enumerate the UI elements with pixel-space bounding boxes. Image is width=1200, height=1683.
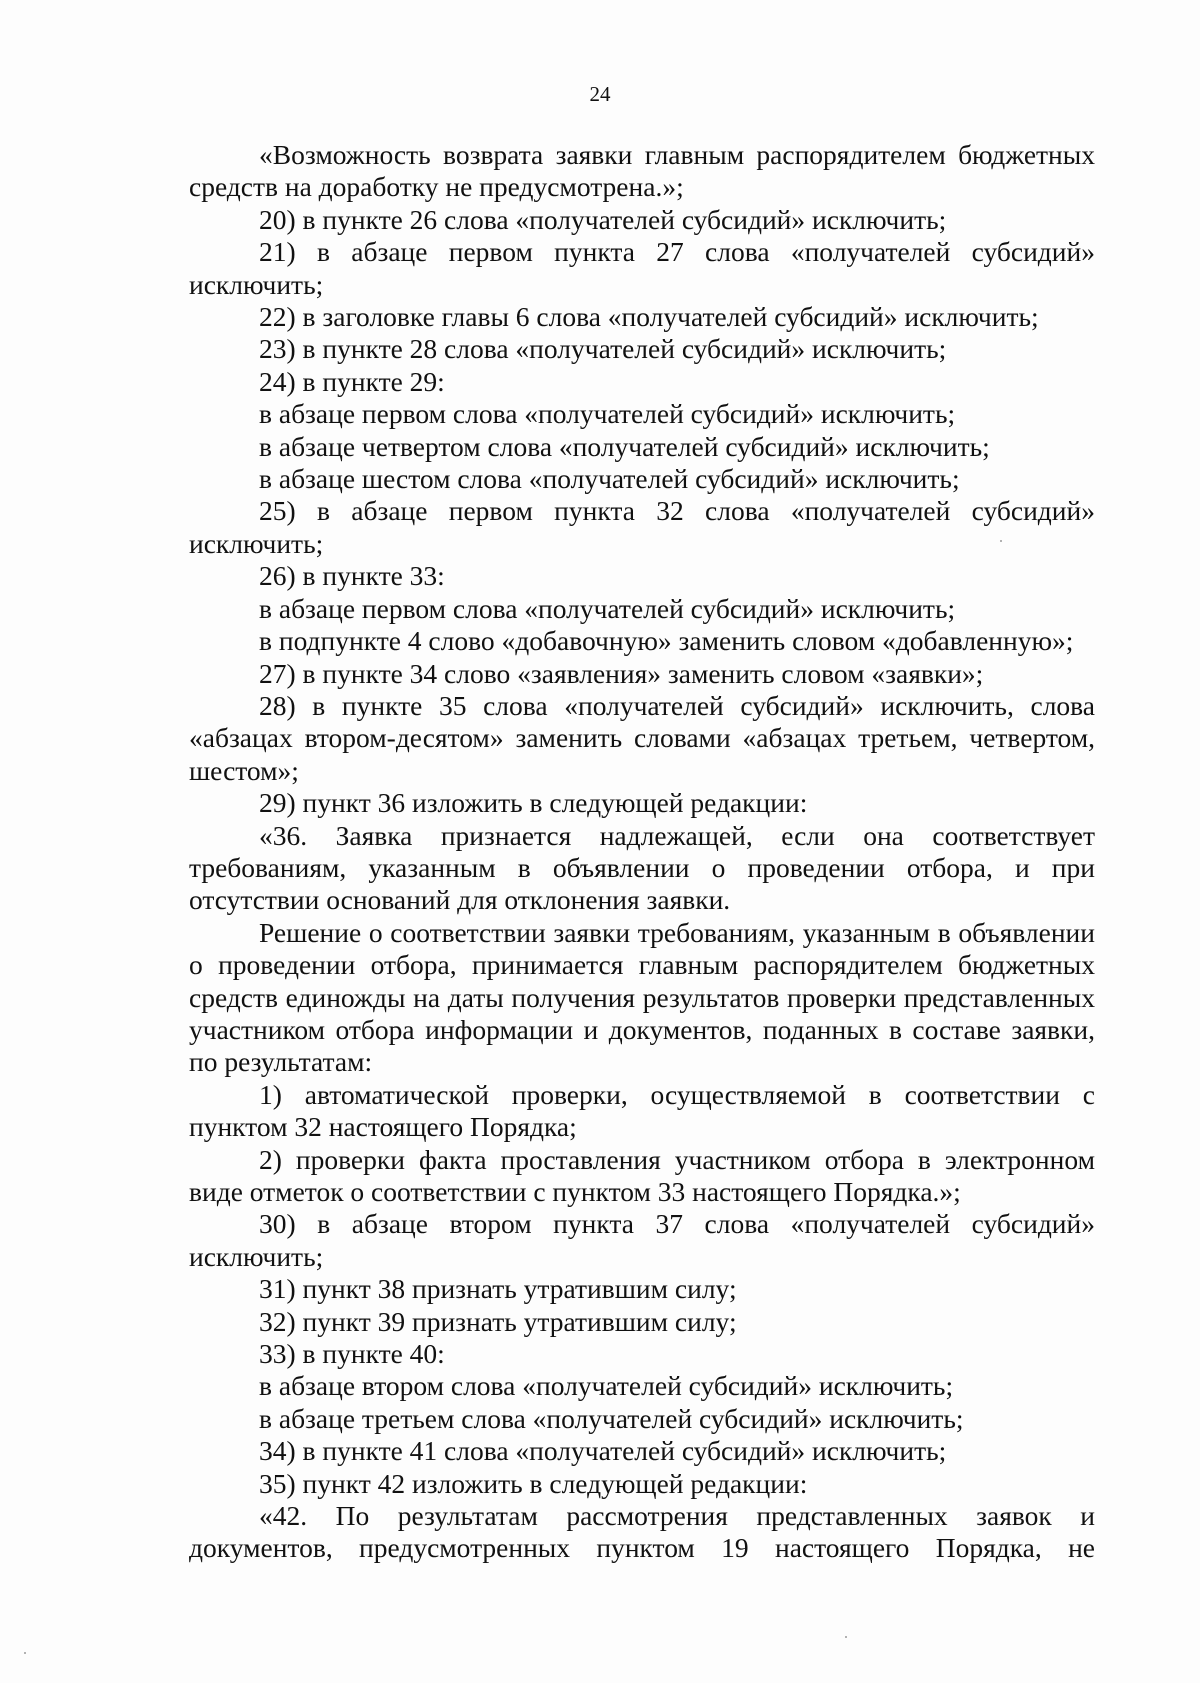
paragraph: 1) автоматической проверки, осуществляемой в соответствии с пунктом 32 настоящего Порядка; xyxy=(189,1078,1095,1143)
scan-speck xyxy=(845,1636,847,1638)
page-number: 24 xyxy=(589,82,611,106)
scan-speck xyxy=(1000,540,1002,542)
paragraph: «42. По результатам рассмотрения представленных заявок и документов, предусмотренных пунктом 19 настоящего Порядка, не xyxy=(189,1500,1095,1564)
document-body xyxy=(189,139,1095,1565)
paragraph: в абзаце шестом слова «получателей субсидий» исключить; xyxy=(259,463,960,495)
paragraph: 33) в пункте 40: xyxy=(259,1338,445,1370)
paragraph: в абзаце втором слова «получателей субсидий» исключить; xyxy=(259,1370,954,1402)
paragraph: 23) в пункте 28 слова «получателей субсидий» исключить; xyxy=(259,333,947,365)
paragraph: в абзаце первом слова «получателей субсидий» исключить; xyxy=(259,592,956,624)
paragraph: 20) в пункте 26 слова «получателей субсидий» исключить; xyxy=(259,203,947,235)
paragraph: Решение о соответствии заявки требованиям, указанным в объявлении о проведении отбора, принимается главным распорядителем бюджетных средств единожды на даты получения результатов проверки представленных участником отбора информации и документов, поданных в составе заявки, по результатам: xyxy=(189,916,1095,1078)
paragraph: «36. Заявка признается надлежащей, если она соответствует требованиям, указанным в объявлении о проведении отбора, и при отсутствии оснований для отклонения заявки. xyxy=(189,819,1095,916)
paragraph: 32) пункт 39 признать утратившим силу; xyxy=(259,1305,737,1337)
paragraph: в подпункте 4 слово «добавочную» заменить словом «добавленную»; xyxy=(259,625,1074,657)
paragraph: 30) в абзаце втором пункта 37 слова «получателей субсидий» исключить; xyxy=(189,1208,1095,1272)
paragraph: 28) в пункте 35 слова «получателей субсидий» исключить, слова «абзацах втором-десятом» заменить словами «абзацах третьем, четвертом, шестом»; xyxy=(189,689,1095,786)
paragraph: в абзаце четвертом слова «получателей субсидий» исключить; xyxy=(259,430,990,462)
paragraph: в абзаце первом слова «получателей субсидий» исключить; xyxy=(259,398,956,430)
paragraph: 22) в заголовке главы 6 слова «получателей субсидий» исключить; xyxy=(259,301,1039,333)
paragraph: «Возможность возврата заявки главным распорядителем бюджетных средств на доработку не предусмотрена.»; xyxy=(189,139,1095,203)
paragraph: 31) пункт 38 признать утратившим силу; xyxy=(259,1273,737,1305)
scan-speck xyxy=(24,1652,26,1654)
paragraph: 35) пункт 42 изложить в следующей редакции: xyxy=(259,1467,808,1499)
paragraph: 29) пункт 36 изложить в следующей редакции: xyxy=(259,787,808,819)
paragraph: 24) в пункте 29: xyxy=(259,365,445,397)
paragraph: 21) в абзаце первом пункта 27 слова «получателей субсидий» исключить; xyxy=(189,236,1095,300)
paragraph: 34) в пункте 41 слова «получателей субсидий» исключить; xyxy=(259,1435,947,1467)
paragraph: в абзаце третьем слова «получателей субсидий» исключить; xyxy=(259,1402,964,1434)
paragraph: 2) проверки факта проставления участником отбора в электронном виде отметок о соответствии с пунктом 33 настоящего Порядка.»; xyxy=(189,1143,1095,1207)
paragraph: 25) в абзаце первом пункта 32 слова «получателей субсидий» исключить; xyxy=(189,495,1095,559)
paragraph: 26) в пункте 33: xyxy=(259,560,445,592)
paragraph: 27) в пункте 34 слово «заявления» заменить словом «заявки»; xyxy=(259,657,984,689)
